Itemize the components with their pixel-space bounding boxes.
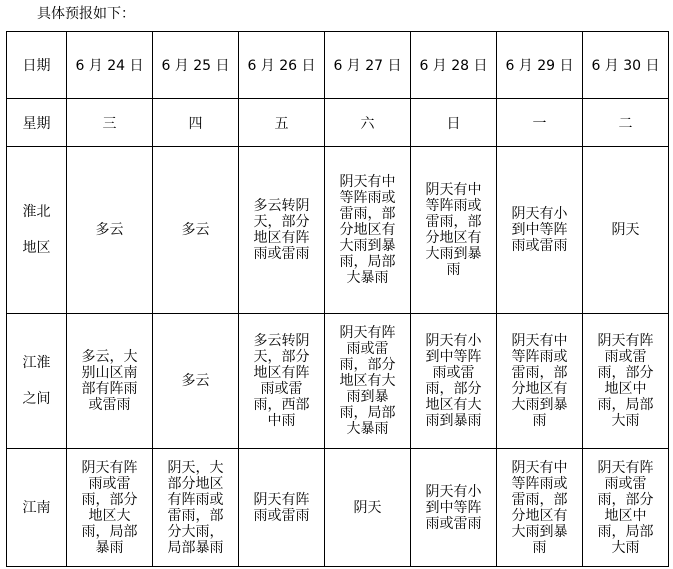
date-cell: 6 月 30 日 xyxy=(583,32,669,99)
forecast-cell xyxy=(325,314,411,449)
region-name xyxy=(7,147,67,314)
date-cell: 6 月 27 日 xyxy=(325,32,411,99)
region-name xyxy=(7,449,67,567)
weekday-cell: 四 xyxy=(153,99,239,147)
forecast-text: 阴天有阵雨或雷雨，部分地区中雨，局部大雨 xyxy=(597,333,654,429)
forecast-text: 阴天有中等阵雨或雷雨，部分地区有大雨到暴雨 xyxy=(511,459,568,556)
forecast-text: 阴天 xyxy=(353,499,382,516)
region-row-jianghuai xyxy=(7,314,669,449)
forecast-cell xyxy=(153,147,239,314)
region-row-huaibei xyxy=(7,147,669,314)
forecast-text: 阴天有中等阵雨或雷雨，部分地区有大雨到暴雨 xyxy=(425,182,482,278)
forecast-cell xyxy=(239,449,325,567)
weekday-cell: 二 xyxy=(583,99,669,147)
weekday-cell: 日 xyxy=(411,99,497,147)
forecast-text: 阴天 xyxy=(611,222,640,238)
forecast-cell xyxy=(67,314,153,449)
forecast-text: 多云转阴天，部分地区有阵雨或雷雨，西部中雨 xyxy=(253,333,310,429)
forecast-text: 多云，大别山区南部有阵雨或雷雨 xyxy=(81,349,138,413)
weekday-cell: 一 xyxy=(497,99,583,147)
forecast-cell xyxy=(153,449,239,567)
forecast-cell xyxy=(67,147,153,314)
forecast-cell xyxy=(239,147,325,314)
forecast-text: 多云 xyxy=(181,373,210,389)
weekday-label: 星期 xyxy=(7,99,67,147)
forecast-text: 多云 xyxy=(95,222,124,238)
forecast-text: 阴天有小到中等阵雨或雷雨 xyxy=(511,206,568,254)
forecast-cell xyxy=(239,314,325,449)
forecast-text: 阴天有阵雨或雷雨，部分地区有大雨到暴雨，局部大暴雨 xyxy=(339,325,396,437)
forecast-text: 阴天有阵雨或雷雨，部分地区中雨，局部大雨 xyxy=(597,459,654,556)
region-name xyxy=(7,314,67,449)
weekday-cell: 三 xyxy=(67,99,153,147)
date-cell: 6 月 25 日 xyxy=(153,32,239,99)
forecast-cell xyxy=(497,147,583,314)
weekday-cell: 五 xyxy=(239,99,325,147)
forecast-cell xyxy=(67,449,153,567)
forecast-text: 多云转阴天，部分地区有阵雨或雷雨 xyxy=(253,198,310,262)
date-label: 日期 xyxy=(7,32,67,99)
forecast-text: 阴天，大部分地区有阵雨或雷雨，部分大雨，局部暴雨 xyxy=(167,459,224,556)
forecast-text: 多云 xyxy=(181,222,210,238)
forecast-cell xyxy=(583,449,669,567)
region-label: 江淮之间 xyxy=(22,355,51,407)
forecast-text: 阴天有中等阵雨或雷雨，部分地区有大雨到暴雨 xyxy=(511,333,568,429)
forecast-text: 阴天有小到中等阵雨或雷雨 xyxy=(425,483,482,532)
weekday-cell: 六 xyxy=(325,99,411,147)
forecast-table xyxy=(6,31,669,567)
forecast-cell xyxy=(583,314,669,449)
forecast-cell xyxy=(411,314,497,449)
weekday-row xyxy=(7,99,669,147)
region-label: 淮北地区 xyxy=(22,204,51,256)
date-row xyxy=(7,32,669,99)
forecast-cell xyxy=(411,147,497,314)
forecast-text: 阴天有中等阵雨或雷雨，部分地区有大雨到暴雨，局部大暴雨 xyxy=(339,174,396,286)
intro-text: 具体预报如下： xyxy=(37,6,135,22)
forecast-cell xyxy=(411,449,497,567)
forecast-cell xyxy=(325,449,411,567)
date-cell: 6 月 24 日 xyxy=(67,32,153,99)
forecast-cell xyxy=(497,314,583,449)
date-cell: 6 月 26 日 xyxy=(239,32,325,99)
forecast-text: 阴天有小到中等阵雨或雷雨，部分地区有大雨到暴雨 xyxy=(425,333,482,429)
date-cell: 6 月 28 日 xyxy=(411,32,497,99)
region-label: 江南 xyxy=(22,499,51,516)
date-cell: 6 月 29 日 xyxy=(497,32,583,99)
forecast-cell xyxy=(497,449,583,567)
region-row-jiangnan xyxy=(7,449,669,567)
forecast-text: 阴天有阵雨或雷雨 xyxy=(253,491,310,524)
forecast-cell xyxy=(153,314,239,449)
forecast-text: 阴天有阵雨或雷雨，部分地区大雨，局部暴雨 xyxy=(81,459,138,556)
forecast-cell xyxy=(325,147,411,314)
forecast-cell xyxy=(583,147,669,314)
